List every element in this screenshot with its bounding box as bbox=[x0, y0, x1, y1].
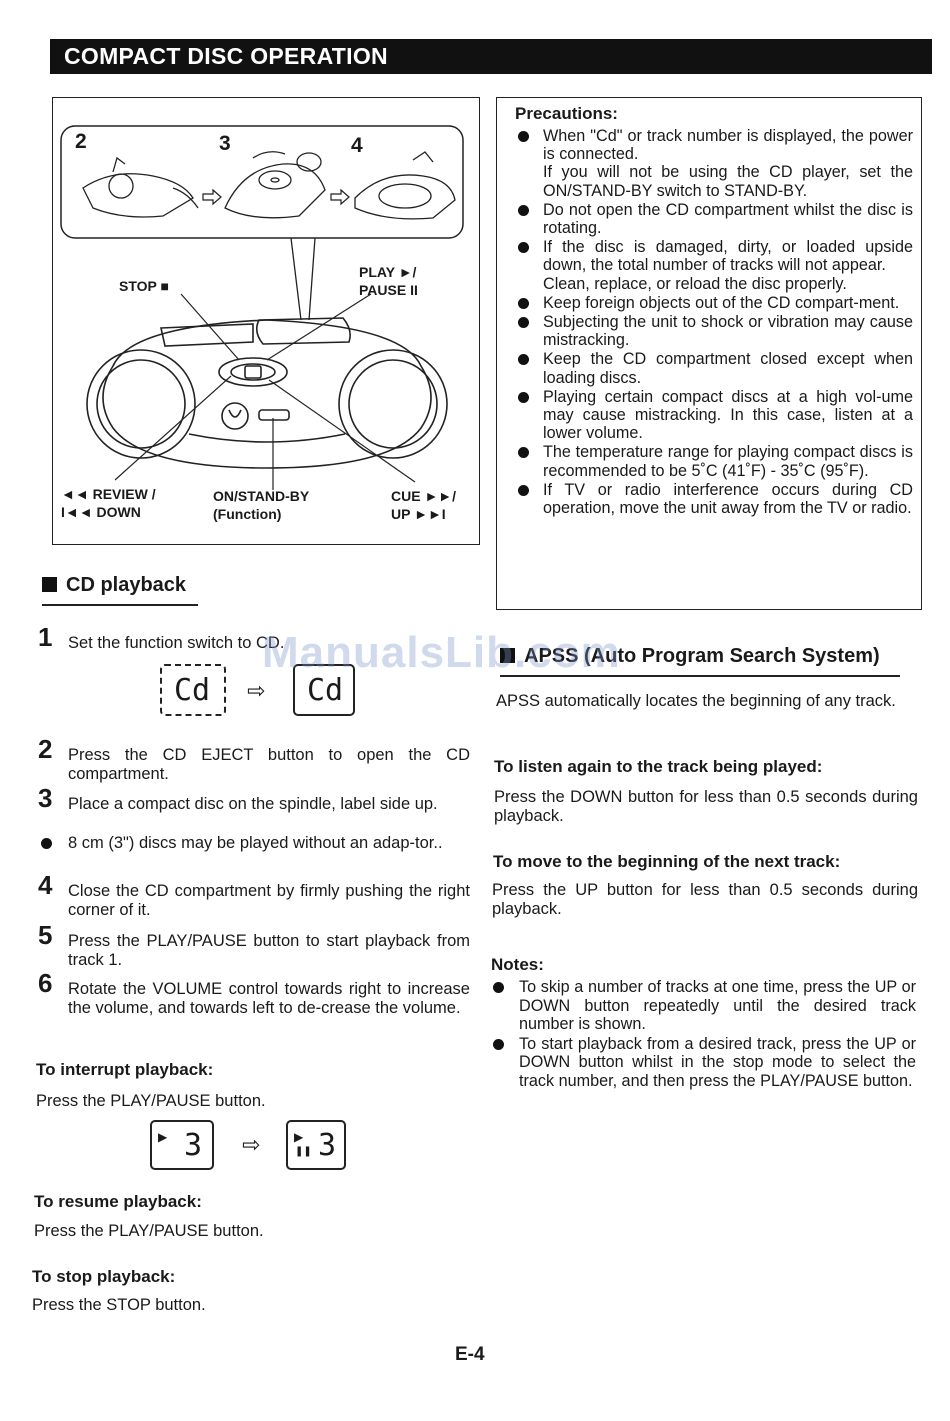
resume-heading: To resume playback: bbox=[34, 1192, 202, 1211]
next-track-text: Press the UP button for less than 0.5 seconds during playback. bbox=[492, 881, 918, 918]
precaution-item: If the disc is damaged, dirty, or loaded upside down, the total number of tracks will not appear. Clean, replace, or reload the disc properly. bbox=[515, 238, 913, 293]
diagram-step-4: 4 bbox=[351, 134, 363, 157]
precautions-list bbox=[515, 127, 913, 517]
precaution-item: When "Cd" or track number is displayed, the power is connected. If you will not be using the CD player, set the ON/STAND-BY switch to STAND-BY. bbox=[515, 127, 913, 200]
precaution-item: Subjecting the unit to shock or vibration may cause mistracking. bbox=[515, 313, 913, 349]
bullet-icon bbox=[41, 838, 52, 849]
step-3-note: 8 cm (3") discs may be played without an adap-tor.. bbox=[38, 834, 470, 853]
note-item: To start playback from a desired track, press the UP or DOWN button whilst in the stop mode to select the track number, and then press the PLAY/PAUSE button. bbox=[492, 1035, 916, 1091]
arrow-right-icon: ⇨ bbox=[242, 1132, 261, 1157]
play-pause-label-2: PAUSE II bbox=[359, 282, 418, 298]
next-track-heading: To move to the beginning of the next track: bbox=[493, 852, 841, 871]
play-indicator-icon: ▶ bbox=[294, 1130, 304, 1144]
play-indicator-icon: ▶ bbox=[158, 1130, 168, 1144]
bullet-icon bbox=[518, 317, 529, 328]
step-6: 6 Rotate the VOLUME control towards right to increase the volume, and towards left to de-crease the volume. bbox=[38, 968, 470, 1017]
precaution-item: Keep the CD compartment closed except when loading discs. bbox=[515, 350, 913, 386]
play-pause-label-1: PLAY ►/ bbox=[359, 264, 417, 280]
heading-underline bbox=[42, 604, 198, 606]
lcd-display-pause: ▶ ❚❚ 3 bbox=[286, 1120, 346, 1170]
bullet-icon bbox=[518, 447, 529, 458]
notes-list bbox=[492, 978, 916, 1091]
onstandby-label-1: ON/STAND-BY bbox=[213, 488, 310, 504]
resume-text: Press the PLAY/PAUSE button. bbox=[34, 1222, 264, 1240]
bullet-icon bbox=[518, 485, 529, 496]
arrow-right-icon: ⇨ bbox=[247, 678, 266, 703]
stop-heading: To stop playback: bbox=[32, 1267, 176, 1286]
bullet-icon bbox=[518, 298, 529, 309]
page-title: COMPACT DISC OPERATION bbox=[50, 39, 932, 74]
listen-again-heading: To listen again to the track being played: bbox=[494, 757, 823, 776]
apss-heading: APSS (Auto Program Search System) bbox=[500, 645, 880, 668]
precaution-item: Keep foreign objects out of the CD compart-ment. bbox=[515, 294, 913, 312]
interrupt-text: Press the PLAY/PAUSE button. bbox=[36, 1092, 266, 1110]
notes-heading: Notes: bbox=[491, 955, 544, 974]
lcd-display: Cd bbox=[293, 664, 355, 716]
step-3: 3 Place a compact disc on the spindle, label side up. bbox=[38, 783, 438, 813]
review-label-1: ◄◄ REVIEW / bbox=[61, 486, 156, 502]
listen-again-text: Press the DOWN button for less than 0.5 seconds during playback. bbox=[494, 788, 918, 825]
interrupt-heading: To interrupt playback: bbox=[36, 1060, 214, 1079]
diagram-step-2: 2 bbox=[75, 130, 87, 153]
precautions-box bbox=[496, 97, 922, 610]
onstandby-label-2: (Function) bbox=[213, 506, 282, 522]
bullet-icon bbox=[518, 242, 529, 253]
bullet-icon bbox=[518, 354, 529, 365]
boombox-illustration bbox=[53, 98, 481, 546]
apss-intro: APSS automatically locates the beginning of any track. bbox=[496, 692, 896, 710]
precaution-item: Playing certain compact discs at a high vol-ume may cause mistracking. In this case, listen at a lower volume. bbox=[515, 388, 913, 443]
lcd-display-blinking: Cd bbox=[160, 664, 226, 716]
bullet-icon bbox=[518, 131, 529, 142]
step-1: 1 Set the function switch to CD. bbox=[38, 622, 285, 652]
cd-playback-heading: CD playback bbox=[42, 574, 186, 597]
precaution-item: The temperature range for playing compact discs is recommended to be 5˚C (41˚F) - 35˚C (95˚F). bbox=[515, 443, 913, 479]
note-item: To skip a number of tracks at one time, press the UP or DOWN button repeatedly until the desired track number is shown. bbox=[492, 978, 916, 1034]
bullet-icon bbox=[493, 1039, 504, 1050]
step-2: 2 Press the CD EJECT button to open the CD compartment. bbox=[38, 734, 470, 783]
cue-label-2: UP ►►I bbox=[391, 506, 446, 522]
square-bullet-icon bbox=[42, 577, 57, 592]
stop-label: STOP ■ bbox=[119, 278, 169, 294]
bullet-icon bbox=[518, 392, 529, 403]
page-number: E-4 bbox=[455, 1344, 485, 1365]
step-4: 4 Close the CD compartment by firmly pushing the right corner of it. bbox=[38, 870, 470, 919]
pause-indicator-icon: ❚❚ bbox=[295, 1146, 312, 1157]
precaution-item: If TV or radio interference occurs during CD operation, move the unit away from the TV or radio. bbox=[515, 481, 913, 517]
step-5: 5 Press the PLAY/PAUSE button to start playback from track 1. bbox=[38, 920, 470, 969]
bullet-icon bbox=[493, 982, 504, 993]
precaution-item: Do not open the CD compartment whilst the disc is rotating. bbox=[515, 201, 913, 237]
cue-label-1: CUE ►►/ bbox=[391, 488, 457, 504]
watermark: ManualsLib.com bbox=[262, 628, 621, 677]
stop-text: Press the STOP button. bbox=[32, 1296, 206, 1314]
bullet-icon bbox=[518, 205, 529, 216]
cd-player-diagram bbox=[52, 97, 480, 545]
precautions-title: Precautions: bbox=[515, 104, 618, 123]
diagram-step-3: 3 bbox=[219, 132, 231, 155]
lcd-display-play: ▶ 3 bbox=[150, 1120, 214, 1170]
review-label-2: I◄◄ DOWN bbox=[61, 504, 141, 520]
